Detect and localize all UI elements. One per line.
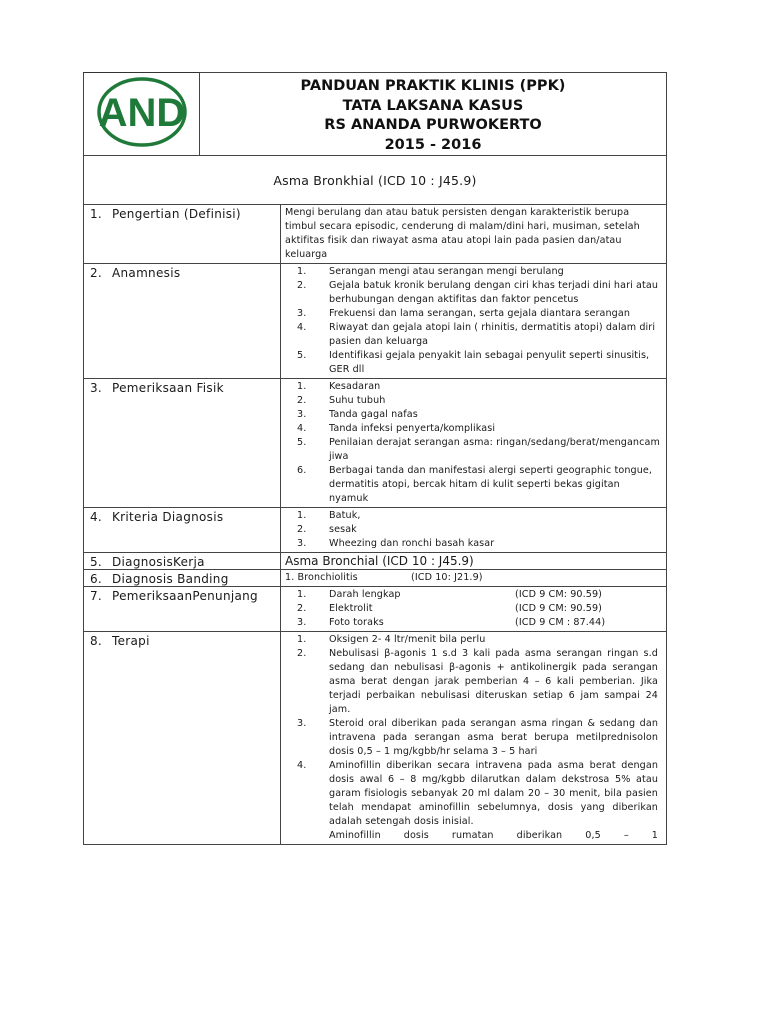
section-2-label: 2. Anamnesis	[84, 264, 281, 379]
section-1-content: Mengi berulang dan atau batuk persisten dengan karakteristik berupa timbul secara episodic, cenderung di malam/dini hari, musiman, setelah aktifitas fisik dan riwayat asma atau atopi lain pada pasien dan/atau keluarga	[281, 205, 667, 264]
section-3-content	[281, 379, 667, 508]
list-item: 5. Penilaian derajat serangan asma: ringan/sedang/berat/mengancam jiwa	[297, 437, 660, 462]
list-item: 4. Riwayat dan gejala atopi lain ( rhinitis, dermatitis atopi) dalam diri pasien dan keluarga	[297, 322, 656, 347]
list-item: 4. Aminofillin diberikan secara intravena pada asma berat dengan dosis awal 6 – 8 mg/kgbb dilarutkan dalam dekstrosa 5% atau garam fisiologis sebanyak 20 ml dalam 20 – 30 menit, bila pasien telah mendapat aminofillin sebelumnya, dosis yang diberikan adalah setengah dosis inisial.	[297, 760, 658, 827]
ppk-table	[83, 72, 667, 845]
list-item: 3. Tanda gagal nafas	[297, 409, 418, 420]
header-title	[200, 73, 667, 156]
section-6-content	[281, 570, 667, 587]
section-5-content: Asma Bronchial (ICD 10 : J45.9)	[281, 553, 667, 570]
section-1-label: 1. Pengertian (Definisi)	[84, 205, 281, 264]
section-4-label: 4. Kriteria Diagnosis	[84, 508, 281, 553]
list-item: 1. Oksigen 2- 4 ltr/menit bila perlu	[297, 634, 486, 645]
list-item: 1. Batuk,	[297, 510, 361, 521]
section-5-label: 5. DiagnosisKerja	[84, 553, 281, 570]
ppk-document	[83, 72, 667, 845]
list-item: 2. Nebulisasi β-agonis 1 s.d 3 kali pada asma serangan ringan s.d sedang dan nebulisasi β-agonis + antikolinergik pada serangan asma berat dengan jarak pemberian 4 – 6 kali pemberian. Jika terjadi perbaikan nebulisasi diteruskan setiap 6 jam sampai 24 jam.	[297, 648, 658, 715]
list-item: 1. Darah lengkap (ICD 9 CM: 90.59)	[297, 589, 603, 600]
section-6-label: 6. Diagnosis Banding	[84, 570, 281, 587]
subject-title: Asma Bronkhial (ICD 10 : J45.9)	[84, 156, 667, 205]
section-7-content	[281, 587, 667, 632]
list-item: 3. Steroid oral diberikan pada serangan asma ringan & sedang dan intravena pada serangan asma berat berupa metilprednisolon dosis 0,5 – 1 mg/kgbb/hr selama 3 – 5 hari	[297, 718, 658, 757]
section-3-label: 3. Pemeriksaan Fisik	[84, 379, 281, 508]
section-4-content	[281, 508, 667, 553]
list-item: 2. Elektrolit (ICD 9 CM: 90.59)	[297, 603, 603, 614]
list-item: 2. Gejala batuk kronik berulang dengan ciri khas terjadi dini hari atau berhubungan dengan aktifitas dan faktor pencetus	[297, 280, 659, 305]
differential-item: 1. Bronchiolitis	[285, 572, 358, 583]
list-item: 4. Tanda infeksi penyerta/komplikasi	[297, 423, 496, 434]
list-item: 5. Identifikasi gejala penyakit lain sebagai penyulit seperti sinusitis, GER dll	[297, 350, 650, 375]
logo-text: AND	[98, 90, 185, 135]
section-8-content	[281, 632, 667, 845]
list-item: 1. Serangan mengi atau serangan mengi berulang	[297, 266, 564, 277]
list-item: 6. Berbagai tanda dan manifestasi alergi seperti geographic tongue, dermatitis atopi, bercak hitam di kulit seperti bekas gigitan nyamuk	[297, 465, 653, 504]
section-7-label: 7. PemeriksaanPenunjang	[84, 587, 281, 632]
list-item: 3. Wheezing dan ronchi basah kasar	[297, 538, 495, 549]
title-line-4: 2015 - 2016	[384, 136, 482, 153]
list-item: 3. Frekuensi dan lama serangan, serta gejala diantara serangan	[297, 308, 631, 319]
title-line-2: TATA LAKSANA KASUS	[342, 97, 524, 114]
continuation-text: Aminofillin dosis rumatan diberikan 0,5 – 1	[329, 830, 658, 841]
title-line-1: PANDUAN PRAKTIK KLINIS (PPK)	[300, 78, 566, 94]
list-item: 2. sesak	[297, 524, 357, 535]
section-2-content	[281, 264, 667, 379]
list-item: 1. Kesadaran	[297, 381, 381, 392]
differential-code: (ICD 10: J21.9)	[411, 572, 483, 583]
list-item: 3. Foto toraks (ICD 9 CM : 87.44)	[297, 617, 606, 628]
hospital-logo	[96, 76, 188, 148]
title-line-3: RS ANANDA PURWOKERTO	[324, 117, 542, 133]
logo-cell	[84, 73, 200, 156]
list-item: 2. Suhu tubuh	[297, 395, 386, 406]
section-8-label: 8. Terapi	[84, 632, 281, 845]
